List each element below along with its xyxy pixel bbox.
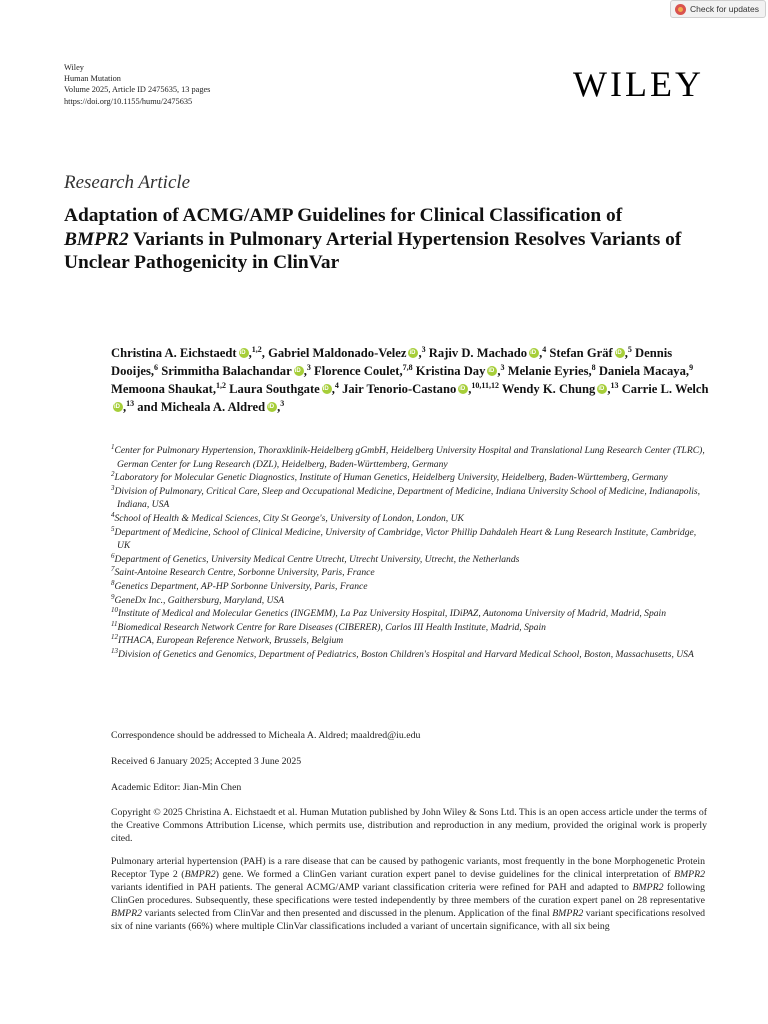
author-name: Gabriel Maldonado-Velez: [268, 346, 407, 360]
crossmark-icon: [675, 4, 686, 15]
affiliation: [111, 485, 711, 512]
affiliation: [111, 621, 711, 635]
author-name: Christina A. Eichstaedt: [111, 346, 237, 360]
correspondence: Correspondence should be addressed to Micheala A. Aldred; maaldred@iu.edu: [111, 730, 421, 741]
author-name: Melanie Eyries: [507, 364, 589, 378]
wiley-logo: WILEY: [573, 64, 704, 104]
affiliation: [111, 444, 711, 471]
journal-name: Human Mutation: [64, 74, 121, 84]
orcid-icon[interactable]: [239, 348, 249, 358]
abstract-gene: BMPR2: [632, 882, 664, 894]
affiliation-number: 1: [111, 442, 115, 451]
affiliation-number: 9: [111, 592, 115, 601]
affiliation: [111, 553, 711, 567]
author-name: Srimmitha Balachandar: [161, 364, 292, 378]
author-name: Carrie L. Welch: [621, 382, 709, 396]
publisher-name: Wiley: [64, 63, 84, 72]
author-name: Jair Tenorio-Castano: [342, 382, 457, 396]
author-separator: ,: [261, 346, 269, 360]
doi-link[interactable]: https://doi.org/10.1155/humu/2475635: [64, 96, 193, 106]
author-affiliation-ref: 3: [306, 362, 311, 372]
author-name: Dennis Dooijes: [111, 346, 673, 378]
article-title: [64, 204, 684, 275]
affiliation-text: Genetics Department, AP-HP Sorbonne University, Paris, France: [114, 580, 368, 592]
title-part-2: Variants in Pulmonary Arterial Hypertension Resolves Variants of Unclear Pathogenicity in ClinVar: [64, 228, 682, 273]
author-name: Laura Southgate: [229, 382, 320, 396]
affiliation-number: 12: [111, 633, 118, 642]
affiliation-number: 4: [111, 510, 115, 519]
orcid-icon[interactable]: [529, 348, 539, 358]
author-affiliation-ref: 3: [421, 344, 426, 354]
abstract-gene: BMPR2: [111, 908, 143, 920]
affiliation: [111, 471, 711, 485]
affiliation-text: Center for Pulmonary Hypertension, Thoraxklinik-Heidelberg gGmbH, Heidelberg University Hospital and Translational Lung Research Center (TLRC), German Center for Lung Research (DZL), Heidelberg, Baden-Württemberg, Germany: [114, 445, 705, 470]
affiliation-number: 7: [111, 565, 115, 574]
abstract-gene: BMPR2: [184, 869, 216, 881]
author-affiliation-ref: 6: [154, 362, 159, 372]
abstract-gene: BMPR2: [552, 908, 584, 920]
abstract-text: ) gene. We formed a ClinGen variant curation expert panel to devise guidelines for the clinical interpretation of: [215, 869, 674, 881]
author-name: Micheala A. Aldred: [160, 400, 266, 414]
author-name: Memoona Shaukat: [111, 382, 213, 396]
affiliation-number: 13: [111, 646, 118, 655]
affiliation-text: Saint-Antoine Research Centre, Sorbonne University, Paris, France: [114, 567, 375, 579]
orcid-icon[interactable]: [267, 402, 277, 412]
affiliation: [111, 607, 711, 621]
orcid-icon[interactable]: [408, 348, 418, 358]
author-name: Rajiv D. Machado: [428, 346, 528, 360]
affiliation: [111, 648, 711, 662]
affiliation-number: 10: [111, 605, 118, 614]
orcid-icon[interactable]: [487, 366, 497, 376]
affiliation-text: Division of Genetics and Genomics, Department of Pediatrics, Boston Children's Hospital and Harvard Medical School, Boston, Massachusetts, USA: [118, 648, 694, 660]
abstract-text: following ClinGen procedures. Subsequently, these specifications were tested independently by three members of the curation expert panel on 28 representative: [111, 882, 705, 907]
abstract-gene: BMPR2: [674, 869, 706, 881]
affiliation-number: 2: [111, 470, 115, 478]
author-affiliation-ref: 9: [689, 362, 694, 372]
affiliation: [111, 566, 711, 580]
orcid-icon[interactable]: [597, 384, 607, 394]
affiliation-text: Institute of Medical and Molecular Genetics (INGEMM), La Paz University Hospital, IDiPAZ, Autonoma University of Madrid, Madrid, Spain: [118, 608, 667, 620]
affiliation-number: 6: [111, 551, 115, 560]
orcid-icon[interactable]: [294, 366, 304, 376]
author-name: Wendy K. Chung: [501, 382, 596, 396]
affiliation-text: Biomedical Research Network Centre for Rare Diseases (CIBERER), Carlos III Health Institute, Madrid, Spain: [117, 621, 546, 633]
affiliation-text: GeneDx Inc., Gaithersburg, Maryland, USA: [114, 594, 285, 606]
affiliation-text: Division of Pulmonary, Critical Care, Sleep and Occupational Medicine, Department of Medicine, Indiana University School of Medicine, Indianapolis, Indiana, USA: [114, 485, 701, 511]
author-affiliation-ref: 1,2: [215, 380, 226, 390]
author-affiliation-ref: 1,2: [251, 344, 262, 354]
abstract-text: variants selected from ClinVar and then presented and discussed in the plenum. Application of the final: [142, 908, 553, 920]
affiliation-text: Laboratory for Molecular Genetic Diagnostics, Institute of Human Genetics, Heidelberg University, Heidelberg, Baden-Württemberg, Germany: [114, 472, 668, 484]
received-dates: Received 6 January 2025; Accepted 3 June 2025: [111, 756, 302, 767]
orcid-icon[interactable]: [113, 402, 123, 412]
author-name: Stefan Gräf: [549, 346, 613, 360]
orcid-icon[interactable]: [322, 384, 332, 394]
copyright-notice: Copyright © 2025 Christina A. Eichstaedt et al. Human Mutation published by John Wiley & Sons Ltd. This is an open access article under the terms of the Creative Commons Attribution License, which permits use, distribution and reproduction in any medium, provided the original work is properly cited.: [111, 807, 707, 844]
affiliation-text: School of Health & Medical Sciences, City St George's, University of London, London, UK: [114, 512, 464, 524]
affiliation: [111, 580, 711, 594]
author-list: Christina A. EichstaedtiD ,$^{1,2}$, Gabriel Maldonado-VeleziD ,$^3$ Rajiv D. MachadoiD ,$^4$ Stefan GräfiD ,$^5$ Dennis Dooijes,$^6$ Srimmitha BalachandariD ,$^3$ Florence Coulet,$^{7,8}$ Kristina DayiD ,$^3$ Melanie Eyries,$^8$ Daniela Macaya,$^9$ Memoona Shaukat,$^{1,2}$ Laura SouthgateiD ,$^4$ Jair Tenorio-CastanoiD ,$^{10,11,12}$ Wendy K. ChungiD ,$^{13}$ Carrie L. WelchiD,$^{13}$ and Micheala A. AldrediD ,$^3$: [111, 344, 711, 416]
abstract-text: variant specifications resolved six of nine variants (66%) where multiple ClinVar classifications included a variant of uncertain significance, with all six being: [111, 908, 705, 933]
affiliation-number: 8: [111, 578, 115, 587]
affiliation: [111, 512, 711, 526]
journal-meta: [64, 62, 210, 107]
author-name: Florence Coulet: [314, 364, 400, 378]
affiliation-list: [111, 444, 711, 662]
author-affiliation-ref: 5: [627, 344, 632, 354]
title-gene: BMPR2: [64, 228, 129, 250]
abstract-text: variants identified in PAH patients. The general ACMG/AMP variant classification criteria were refined for PAH and adapted to: [111, 882, 633, 894]
orcid-icon[interactable]: [458, 384, 468, 394]
author-affiliation-ref: 8: [591, 362, 596, 372]
author-name: Daniela Macaya: [598, 364, 686, 378]
author-affiliation-ref: 7,8: [402, 362, 413, 372]
article-type: Research Article: [64, 172, 191, 193]
affiliation-number: 11: [111, 619, 118, 628]
author-affiliation-ref: 4: [542, 344, 547, 354]
author-separator: and: [134, 400, 161, 414]
check-for-updates-badge[interactable]: [670, 0, 766, 18]
affiliation-number: 3: [111, 483, 115, 492]
author-affiliation-ref: 4: [334, 380, 339, 390]
affiliation-number: 5: [111, 524, 115, 533]
affiliation-text: Department of Genetics, University Medical Centre Utrecht, Utrecht University, Utrecht, the Netherlands: [114, 553, 520, 565]
author-affiliation-ref: 10,11,12: [471, 380, 499, 390]
orcid-icon[interactable]: [615, 348, 625, 358]
affiliation: [111, 526, 711, 553]
affiliation: [111, 634, 711, 648]
author-name: Kristina Day: [415, 364, 486, 378]
affiliation-text: Department of Medicine, School of Clinical Medicine, University of Cambridge, Victor Phillip Dahdaleh Heart & Lung Research Institute, Cambridge, UK: [114, 526, 697, 552]
abstract-text: Pulmonary arterial hypertension (PAH) is a rare disease that can be caused by pathogenic variants, most frequently in the bone Morphogenetic Protein Receptor Type 2 (: [111, 856, 705, 881]
affiliation: [111, 594, 711, 608]
author-affiliation-ref: 13: [126, 398, 135, 408]
author-affiliation-ref: 13: [610, 380, 619, 390]
volume-info: Volume 2025, Article ID 2475635, 13 pages: [64, 85, 211, 95]
academic-editor: Academic Editor: Jian-Min Chen: [111, 782, 242, 793]
check-for-updates-label: Check for updates: [690, 4, 759, 14]
author-affiliation-ref: 3: [280, 398, 285, 408]
title-part-1: Adaptation of ACMG/AMP Guidelines for Clinical Classification of: [64, 205, 623, 226]
abstract: [111, 855, 705, 934]
author-affiliation-ref: 3: [500, 362, 505, 372]
affiliation-text: ITHACA, European Reference Network, Brussels, Belgium: [118, 635, 344, 647]
